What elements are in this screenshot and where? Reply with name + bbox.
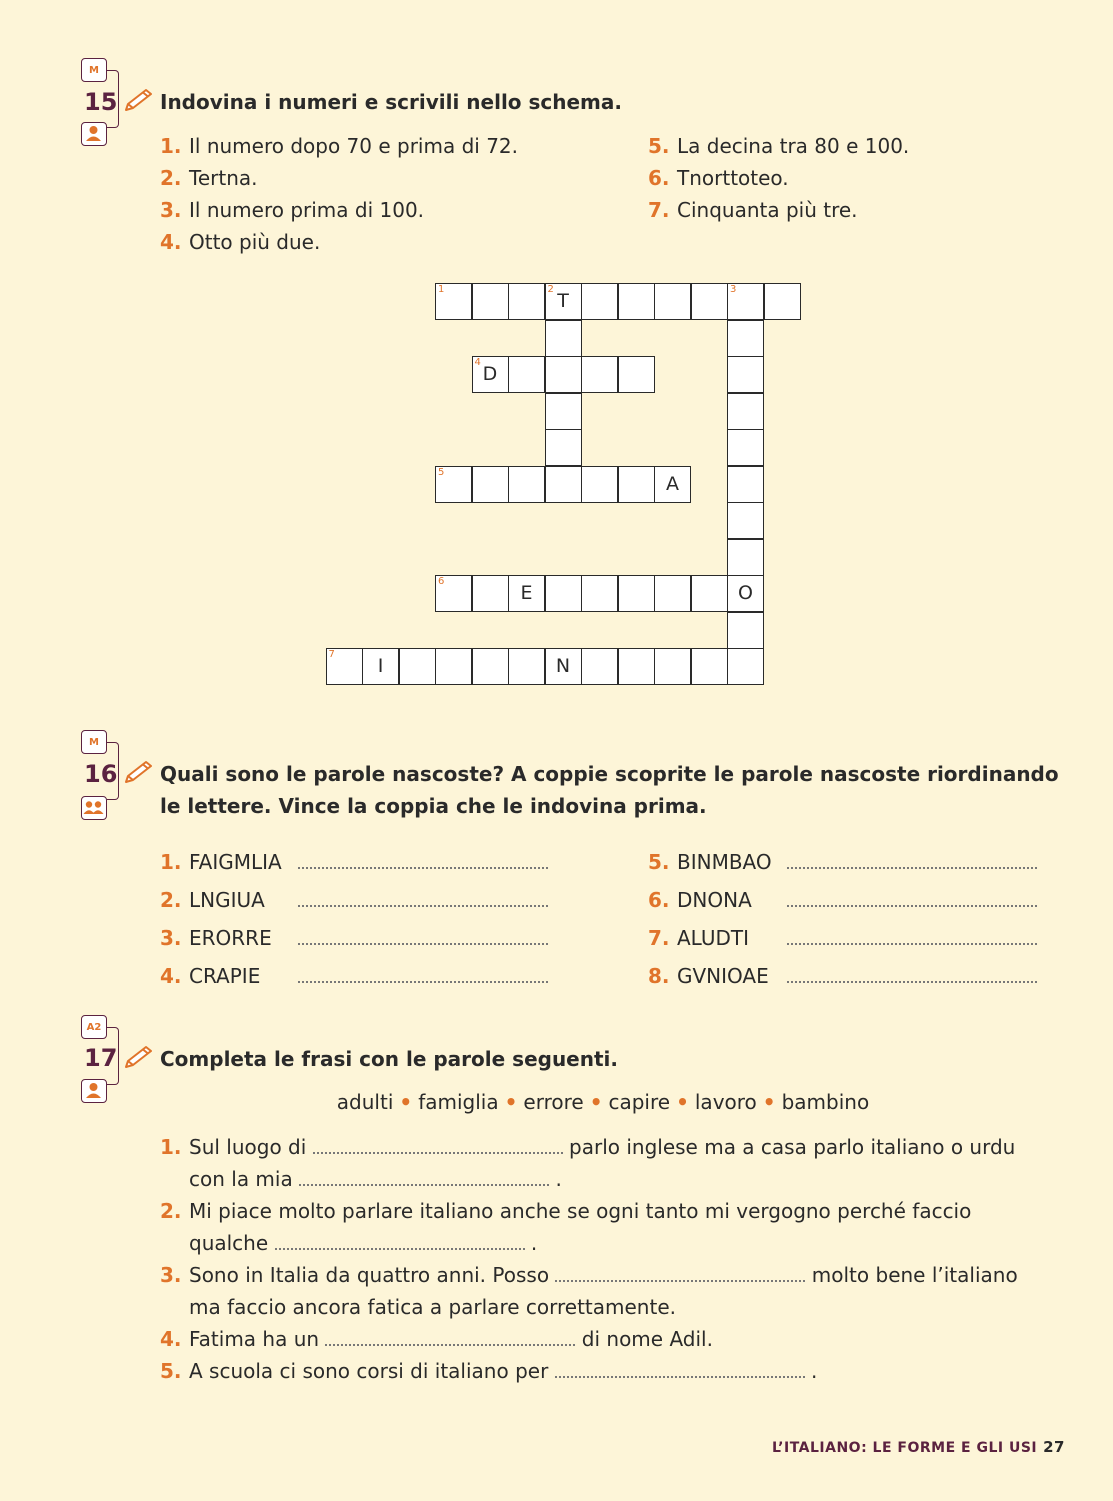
crossword-cell[interactable] xyxy=(727,502,764,539)
instruction: Quali sono le parole nascoste? A coppie scoprite le parole nascoste riordinando le lettere. Vince la coppia che le indovina prima. xyxy=(160,762,1059,818)
crossword-cell[interactable] xyxy=(727,429,764,466)
crossword-cell[interactable] xyxy=(435,466,472,503)
crossword-cell[interactable] xyxy=(727,393,764,430)
clue-number: 5 xyxy=(438,466,445,478)
crossword-cell[interactable] xyxy=(727,466,764,503)
clue-item: 4. Otto più due. xyxy=(160,230,321,254)
given-letter: N xyxy=(555,655,571,677)
given-letter: E xyxy=(520,582,533,604)
anagram-item: 2. LNGIUA xyxy=(160,884,548,916)
crossword-cell[interactable] xyxy=(472,575,509,612)
clue-item: 5. La decina tra 80 e 100. xyxy=(648,134,910,158)
bracket-line xyxy=(107,742,119,800)
answer-blank[interactable] xyxy=(787,885,1037,907)
crossword-cell[interactable] xyxy=(545,320,582,357)
level-badge: M xyxy=(81,730,107,754)
crossword-cell[interactable] xyxy=(545,648,582,685)
crossword-cell[interactable] xyxy=(764,283,801,320)
sentence-item: qualche . xyxy=(189,1227,537,1259)
sentence-item: 2. Mi piace molto parlare italiano anche se ogni tanto mi vergogno perché faccio xyxy=(160,1199,972,1223)
crossword-cell[interactable] xyxy=(326,648,363,685)
clue-item: 6. Tnorttoteo. xyxy=(648,166,789,190)
anagram-item: 3. ERORRE xyxy=(160,922,548,954)
clue-number: 7 xyxy=(328,649,335,660)
answer-blank[interactable] xyxy=(555,1356,805,1378)
crossword-cell[interactable] xyxy=(691,283,728,320)
crossword-cell[interactable] xyxy=(435,648,472,685)
exercise-number: 15 xyxy=(84,88,118,116)
clue-item: 2. Tertna. xyxy=(160,166,258,190)
crossword-cell[interactable] xyxy=(545,393,582,430)
crossword-cell[interactable] xyxy=(618,575,655,612)
crossword-cell[interactable] xyxy=(727,356,764,393)
crossword-cell[interactable] xyxy=(654,466,691,503)
crossword-cell[interactable] xyxy=(727,648,764,685)
answer-blank[interactable] xyxy=(275,1228,525,1250)
crossword-cell[interactable] xyxy=(545,466,582,503)
clue-number: 6 xyxy=(438,576,445,587)
page-footer: L’ITALIANO: LE FORME E GLI USI 27 xyxy=(771,1438,1065,1456)
crossword-cell[interactable] xyxy=(618,283,655,320)
crossword-cell[interactable] xyxy=(581,466,618,503)
crossword-cell[interactable] xyxy=(545,356,582,393)
crossword-cell[interactable] xyxy=(727,283,764,320)
instruction: Completa le frasi con le parole seguenti. xyxy=(160,1047,618,1071)
crossword-cell[interactable] xyxy=(727,539,764,576)
crossword-cell[interactable] xyxy=(581,356,618,393)
crossword-cell[interactable] xyxy=(545,283,582,320)
clue-item: 3. Il numero prima di 100. xyxy=(160,198,425,222)
sentence-item: 3. Sono in Italia da quattro anni. Posso molto bene l’italiano xyxy=(160,1259,1018,1291)
crossword-cell[interactable] xyxy=(545,429,582,466)
crossword-cell[interactable] xyxy=(508,575,545,612)
answer-blank[interactable] xyxy=(299,1164,549,1186)
level-badge: M xyxy=(81,58,107,82)
sentence-item: con la mia . xyxy=(189,1163,562,1195)
answer-blank[interactable] xyxy=(325,1324,575,1346)
page-number: 27 xyxy=(1043,1438,1065,1456)
crossword-cell[interactable] xyxy=(581,575,618,612)
given-letter: I xyxy=(377,655,384,677)
given-letter: O xyxy=(738,582,753,604)
crossword-cell[interactable] xyxy=(545,575,582,612)
anagram-item: 5. BINMBAO xyxy=(648,846,1037,878)
answer-blank[interactable] xyxy=(298,885,548,907)
crossword-cell[interactable] xyxy=(435,575,472,612)
single-person-icon xyxy=(81,122,107,146)
clue-number: 4 xyxy=(474,357,481,368)
crossword-cell[interactable] xyxy=(362,648,399,685)
answer-blank[interactable] xyxy=(555,1260,805,1282)
anagram-item: 1. FAIGMLIA xyxy=(160,846,548,878)
crossword-cell[interactable] xyxy=(691,648,728,685)
pencil-icon xyxy=(122,88,154,112)
word-bank: adulti • famiglia • errore • capire • lavoro • bambino xyxy=(336,1090,870,1114)
crossword-cell[interactable] xyxy=(508,283,545,320)
sentence-item: 1. Sul luogo di parlo inglese ma a casa parlo italiano o urdu xyxy=(160,1131,1015,1163)
answer-blank[interactable] xyxy=(787,961,1037,983)
bracket-line xyxy=(107,1027,119,1085)
crossword-cell[interactable] xyxy=(654,283,691,320)
crossword-cell[interactable] xyxy=(654,575,691,612)
given-letter: A xyxy=(666,472,679,495)
clue-number: 1 xyxy=(438,284,445,295)
clue-number: 3 xyxy=(730,284,737,295)
sentence-item: ma faccio ancora fatica a parlare correttamente. xyxy=(189,1295,676,1319)
answer-blank[interactable] xyxy=(298,847,548,869)
clue-item: 7. Cinquanta più tre. xyxy=(648,198,858,222)
crossword-cell[interactable] xyxy=(654,648,691,685)
answer-blank[interactable] xyxy=(298,923,548,945)
anagram-item: 8. GVNIOAE xyxy=(648,960,1037,992)
crossword-cell[interactable] xyxy=(472,356,509,393)
given-letter: D xyxy=(482,363,498,385)
answer-blank[interactable] xyxy=(787,847,1037,869)
bracket-line xyxy=(107,70,119,128)
answer-blank[interactable] xyxy=(313,1132,563,1154)
given-letter: T xyxy=(557,290,569,312)
crossword-cell[interactable] xyxy=(581,648,618,685)
crossword-cell[interactable] xyxy=(472,283,509,320)
crossword-cell[interactable] xyxy=(508,466,545,503)
answer-blank[interactable] xyxy=(298,961,548,983)
crossword-cell[interactable] xyxy=(399,648,436,685)
crossword-cell[interactable] xyxy=(435,283,472,320)
anagram-item: 7. ALUDTI xyxy=(648,922,1037,954)
pencil-icon xyxy=(122,760,154,784)
crossword-cell[interactable] xyxy=(618,648,655,685)
crossword-cell[interactable] xyxy=(691,575,728,612)
crossword-cell[interactable] xyxy=(618,466,655,503)
pencil-icon xyxy=(122,1045,154,1069)
crossword-cell[interactable] xyxy=(472,648,509,685)
crossword-cell[interactable] xyxy=(508,648,545,685)
clue-item: 1. Il numero dopo 70 e prima di 72. xyxy=(160,134,519,158)
crossword-cell[interactable] xyxy=(618,356,655,393)
crossword-cell[interactable] xyxy=(472,466,509,503)
crossword-cell[interactable] xyxy=(727,612,764,649)
instruction: Indovina i numeri e scrivili nello schema. xyxy=(160,90,622,114)
crossword-cell[interactable] xyxy=(581,283,618,320)
clue-number: 2 xyxy=(547,284,554,295)
answer-blank[interactable] xyxy=(787,923,1037,945)
sentence-item: 5. A scuola ci sono corsi di italiano per . xyxy=(160,1355,817,1387)
crossword-cell[interactable] xyxy=(727,575,764,612)
crossword-cell[interactable] xyxy=(727,320,764,357)
exercise-number: 16 xyxy=(84,760,118,788)
anagram-item: 4. CRAPIE xyxy=(160,960,548,992)
level-badge: A2 xyxy=(81,1015,107,1039)
exercise-number: 17 xyxy=(84,1044,118,1072)
anagram-item: 6. DNONA xyxy=(648,884,1037,916)
sentence-item: 4. Fatima ha un di nome Adil. xyxy=(160,1323,713,1355)
crossword-cell[interactable] xyxy=(508,356,545,393)
pair-people-icon xyxy=(81,796,107,820)
